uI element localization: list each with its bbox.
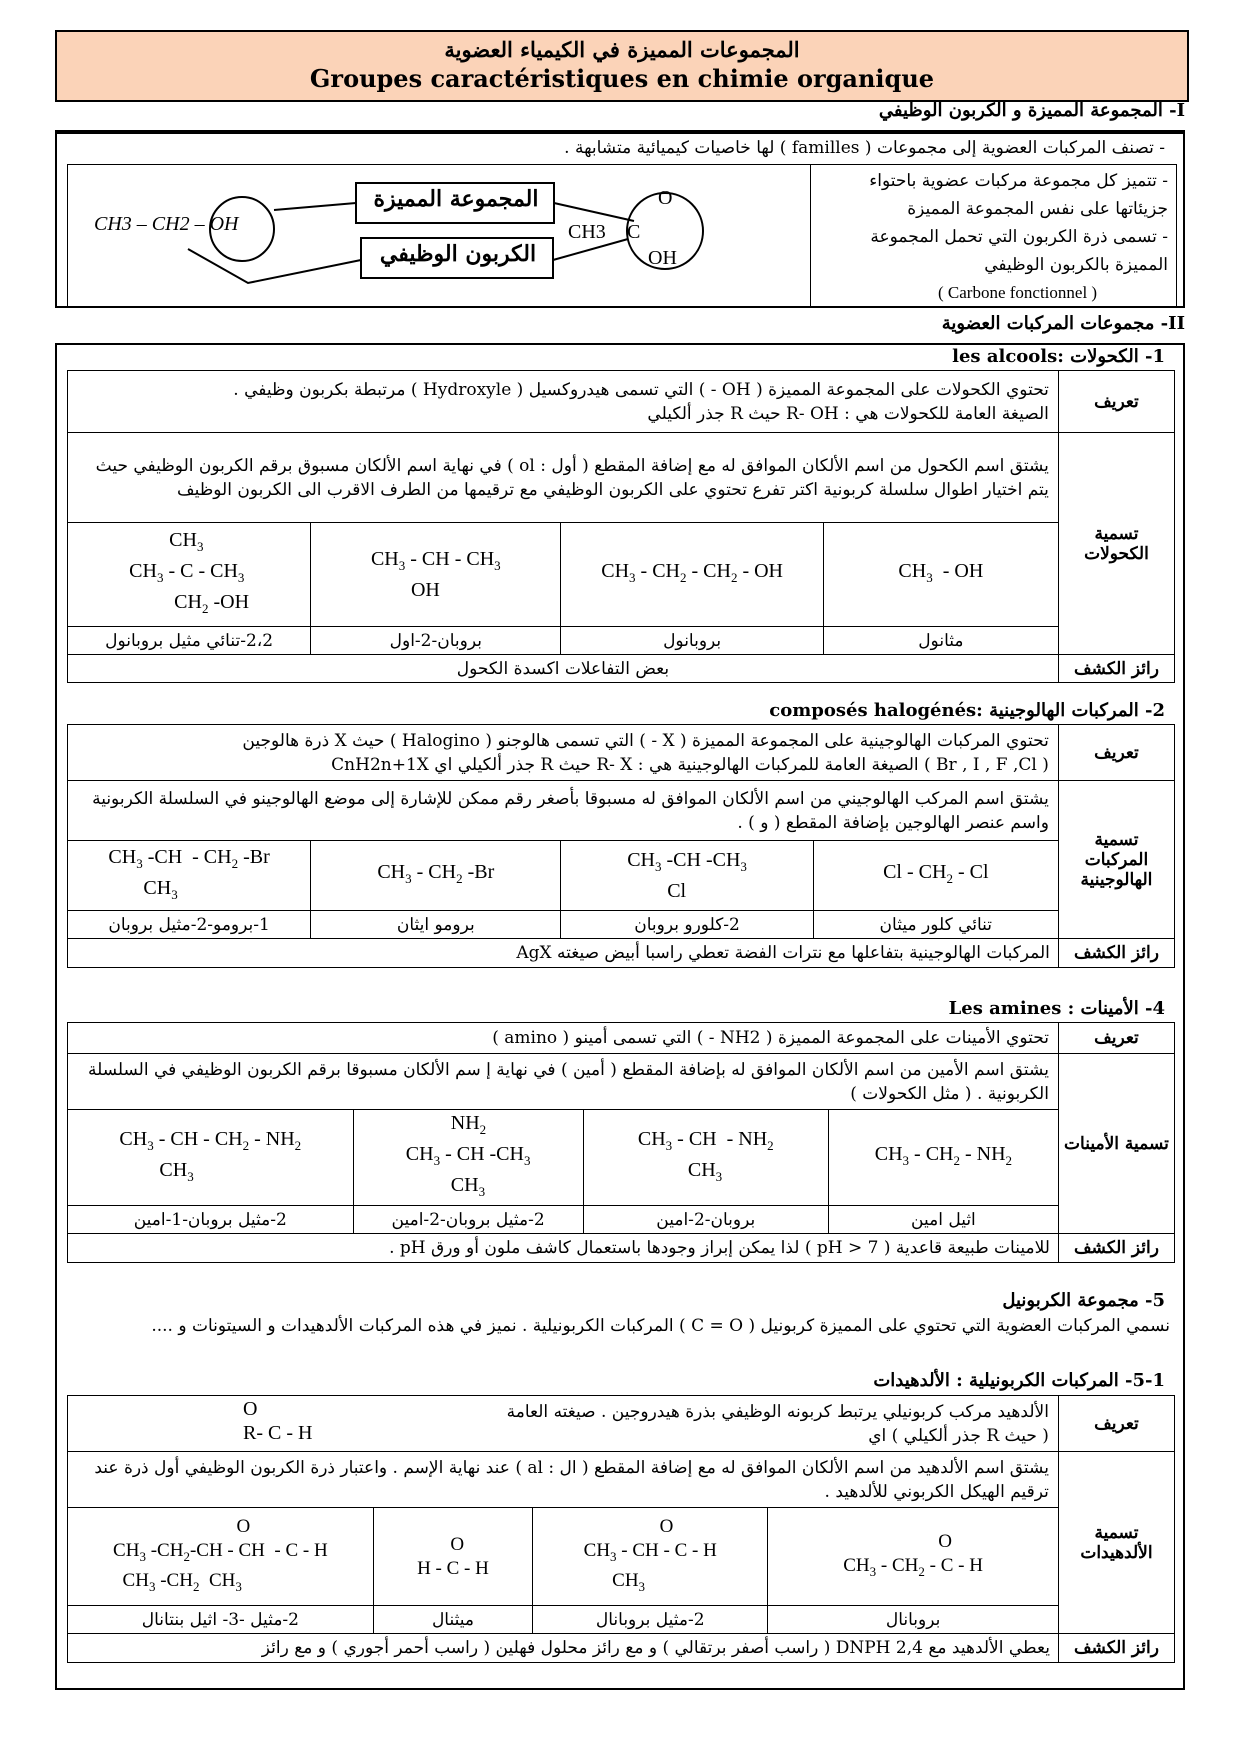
section2-heading: II- مجموعات المركبات العضوية [55,313,1185,345]
alcohols-naming-label: تسمية الكحولات [1058,433,1174,655]
aldehyde-general-formula: R- C - H [243,1422,313,1444]
aldehydes-test: يعطي الألدهيد مع 2,4 DNPH ( راسب أصفر برتقالي ) و مع رائز محلول فهلين ( راسب أحمر أجوري ) و مع رائز [68,1634,1059,1663]
aldehydes-heading: 5-1- المركبات الكربونيلية : الألدهيدات [873,1370,1165,1391]
carbonyl-text: نسمي المركبات العضوية التي تحتوي على المميزة كربونيل ( C = O ) المركبات الكربونيلية . نميز في هذه المركبات الألدهيدات و السيتونات و .... [151,1316,1170,1336]
dimethylpropanol-structure: $CH_3$ $CH_3$ - C - $CH_3$ $CH_2$ -OH [129,529,250,616]
section1-bullets [810,165,1176,309]
acid-ch3: CH3 [568,221,606,243]
halogen-name-2: 2-كلورو بروبان [561,911,813,939]
halogen-def-label: تعريف [1058,725,1174,781]
halogen-test: المركبات الهالوجينية بتفاعلها مع نترات الفضة تعطي راسبا أبيض صيغته AgX [68,939,1059,968]
bullet-2-fr: ( Carbone fonctionnel ) [938,283,1098,302]
propan2amine-structure: $CH_3$ - CH - $NH_2$ $CH_3$ [637,1127,774,1184]
section1-intro: - تصنف المركبات العضوية إلى مجموعات ( familles ) لها خاصيات كيميائية متشابهة . [564,138,1165,158]
alcohol-name-1: مثانول [823,627,1058,655]
amines-test-label: رائز الكشف [1058,1234,1174,1263]
alcohols-test-label: رائز الكشف [1058,655,1174,683]
alcohol-name-3: بروبان-2-اول [311,627,561,655]
amines-def: تحتوي الأمينات على المجموعة المميزة ( NH2 - ) التي تسمى أمينو ( amino ) [492,1028,1049,1048]
propanol-structure: $CH_3 - CH_2 - CH_2$ - OH [601,560,783,585]
methylpropan1amine-structure: $CH_3$ - CH - $CH_2 - NH_2$ $CH_3$ [119,1127,302,1184]
dichloromethane-structure: Cl - $CH_2$ - Cl [883,861,989,886]
alcohol-name-2: بروبانول [561,627,823,655]
amine-name-4: 2-مثيل بروبان-1-امين [68,1206,354,1234]
aldehyde-o: O [243,1398,258,1420]
propanal-structure: O $CH_3 - CH_2$ - C - H [843,1530,983,1579]
alcohols-test: بعض التفاعلات اكسدة الكحول [68,655,1059,683]
aldehyde-name-3: ميثنال [373,1606,532,1634]
alcohols-def: تحتوي الكحولات على المجموعة المميزة ( OH - ) التي تسمى هيدروكسيل ( Hydroxyle ) مرتبطة بكربون وظيفي . الصيغة العامة للكحولات هي : R- OH حيث R جذر ألكيلي [233,379,1049,424]
acid-c: C [627,221,641,243]
functional-diagram [68,165,811,307]
amines-heading: 4- الأمينات : Les amines [948,998,1165,1019]
acid-o: O [658,187,673,209]
halogen-test-label: رائز الكشف [1058,939,1174,968]
halogen-naming-label: تسمية المركبات الهالوجينية [1058,781,1174,939]
group-label: المجموعة المميزة [373,186,539,212]
bullet-1: - تتميز كل مجموعة مركبات عضوية باحتواء جزيئاتها على نفس المجموعة المميزة [869,171,1168,219]
amine-name-3: 2-مثيل بروبان-2-امين [353,1206,583,1234]
carbonyl-heading: 5- مجموعة الكربونيل [1002,1290,1165,1311]
propan2ol-structure: $CH_3$ - CH - $CH_3$ OH [370,548,501,601]
alcohols-table [67,370,1175,683]
aldehydes-table [67,1395,1175,1663]
halogen-name-1: تنائي كلور ميثان [813,911,1058,939]
alcohols-naming-rule: يشتق اسم الكحول من اسم الألكان الموافق له مع إضافة المقطع ( أول : ol ) في نهاية اسم الألكان مسبوق برقم الكربون الوظيفي حيث يتم اختيار اطوال سلسلة كربونية اكتر تفرع تحتوي على الكربون الوظيفي مع ترقيمها من الطرف الاقرب الى الكربون الوظيف [95,455,1049,500]
aldehydes-naming-label: تسمية الألدهيدات [1058,1452,1174,1634]
amines-def-label: تعريف [1058,1023,1174,1054]
amine-name-2: بروبان-2-امين [583,1206,828,1234]
halogen-def: تحتوي المركبات الهالوجينية على المجموعة المميزة ( X - ) التي تسمى هالوجنو ( Halogino ) حيث X ذرة هالوجين ( Br , I , F ,Cl ) الصيغة العامة للمركبات الهالوجينية هي : R- X حيث R جذر ألكيلي اي CnH2n+1X [242,730,1049,775]
aldehyde-name-1: بروبانال [768,1606,1059,1634]
halogen-table [67,724,1175,968]
acid-oh: OH [648,247,677,269]
aldehydes-def-label: تعريف [1058,1396,1174,1452]
halogen-heading: 2- المركبات الهالوجينية :composés halogénés [769,700,1165,721]
methylethylpentanal-structure: O $CH_3$ $-CH_2-CH$ - CH - C - H $CH_3$ $-CH_2$ $CH_3$ [113,1515,328,1594]
bromomethylpropane-structure: $CH_3$ $-CH - CH_2$ -Br $CH_3$ [108,845,270,902]
methylpropan2amine-structure: $NH_2$ $CH_3$ - CH $-CH_3$ $CH_3$ [405,1112,531,1199]
methylpropanal-structure: O $CH_3$ - CH - C - H $CH_3$ [583,1515,717,1594]
amines-test: للامينات طبيعة قاعدية ( pH > 7 ) لذا يمكن إبراز وجودها باستعمال كاشف ملون أو ورق pH . [68,1234,1059,1263]
aldehyde-name-2: 2-مثيل بروبانال [533,1606,768,1634]
title-french: Groupes caractéristiques en chimie organique [309,64,935,93]
alcohols-heading: 1- الكحولات :les alcools [952,346,1165,367]
section1-heading: I- المجموعة المميزة و الكربون الوظيفي [55,100,1185,132]
alcohol-name-4: 2،2-تنائي مثيل بروبانول [68,627,311,655]
alcohols-def-label: تعريف [1058,371,1174,433]
bullet-2: - تسمى ذرة الكربون التي تحمل المجموعة المميزة بالكربون الوظيفي [870,227,1168,275]
amines-table [67,1022,1175,1263]
amine-name-1: اثيل امين [828,1206,1058,1234]
ethanol-formula: CH3 – CH2 – OH [94,213,239,235]
amines-naming-rule: يشتق اسم الأمين من اسم الألكان الموافق له بإضافة المقطع ( أمين ) في نهاية إ سم الألكان مسبوقا برقم الكربون الوظيفي في السلسلة الكربونية . ( مثل الكحولات ) [87,1059,1049,1104]
title-box [55,30,1189,102]
methanal-structure: O H - C - H [417,1533,489,1579]
aldehydes-naming-rule: يشتق اسم الألدهيد من اسم الألكان الموافق له مع إضافة المقطع ( ال : al ) عند نهاية الإسم . واعتبار ذرة الكربون الوظيفي أول ذرة عند ترقيم الهيكل الكربوني للألدهيد . [94,1457,1049,1502]
carbon-label: الكربون الوظيفي [379,241,537,267]
halogen-name-3: برومو ايثان [311,911,561,939]
section1-box [55,132,1185,308]
halogen-naming-rule: يشتق اسم المركب الهالوجيني من اسم الألكان الموافق له مسبوقا بأصغر رقم ممكن للإشارة إلى موضع الهالوجينو في السلسلة الكربونية واسم عنصر الهالوجين بإضافة المقطع ( و ) . [92,788,1049,833]
amines-naming-label: تسمية الأمينات [1058,1054,1174,1234]
aldehydes-test-label: رائز الكشف [1058,1634,1174,1663]
aldehydes-def: الألدهيد مركب كربونيلي يرتبط كربونه الوظيفي بذرة هيدروجين . صيغته العامة ( حيث R جذر ألكيلي ) اي [506,1401,1049,1446]
aldehyde-name-4: 2-مثيل -3- اثيل بنتانال [68,1606,374,1634]
title-arabic: المجموعات المميزة في الكيمياء العضوية [444,37,800,62]
section1-inner [67,164,1177,308]
methanol-structure: $CH_3$ - OH [898,560,984,585]
bromoethane-structure: $CH_3 - CH_2$ -Br [377,861,495,886]
ethylamine-structure: $CH_3 - CH_2 - NH_2$ [874,1143,1013,1168]
halogen-name-4: 1-برومو-2-مثيل بروبان [68,911,311,939]
chloropropane-structure: $CH_3$ -CH $-CH_3$ Cl [627,849,747,902]
